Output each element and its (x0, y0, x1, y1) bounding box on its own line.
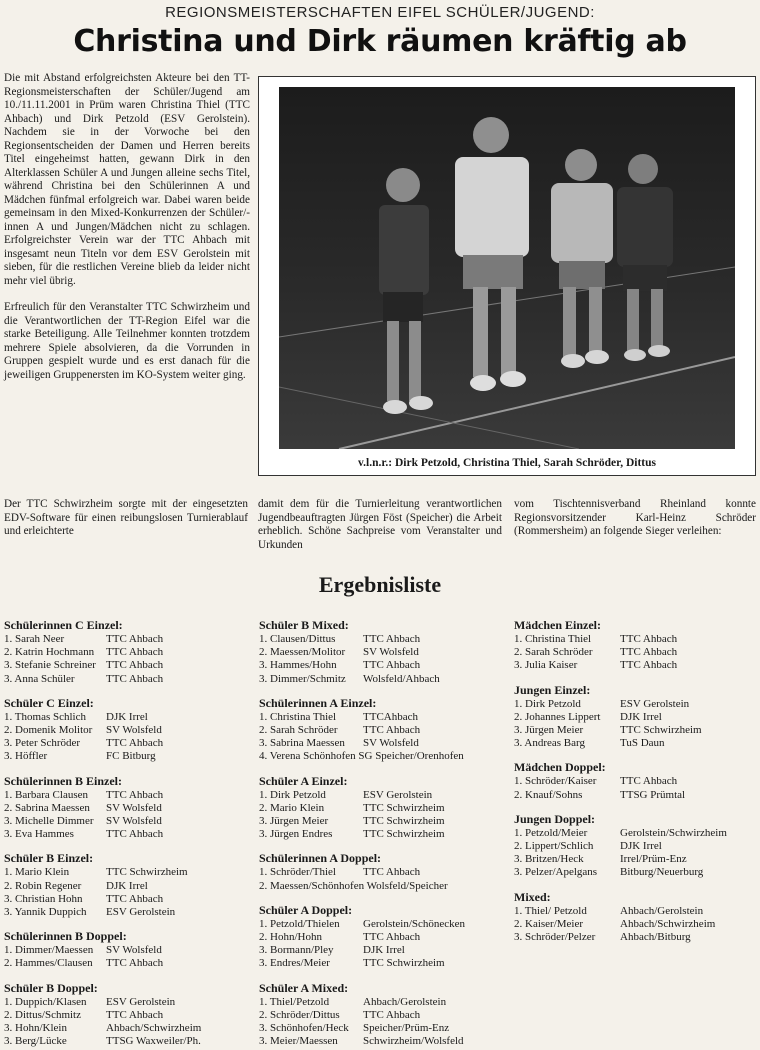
result-player: 1. Schröder/Kaiser (514, 775, 597, 788)
result-row (4, 996, 254, 1009)
result-club: ESV Gerolstein (106, 995, 176, 1008)
result-player: 3. Christian Hohn (4, 892, 83, 905)
result-player: 3. Hammes/Hohn (259, 659, 337, 672)
result-category (514, 618, 758, 673)
result-player: 3. Anna Schüler (4, 672, 75, 685)
result-row (259, 789, 509, 802)
result-club: SV Wolsfeld (363, 737, 419, 750)
result-club: TTC Schwirzheim (620, 724, 702, 737)
result-player: 2. Sarah Schröder (259, 724, 338, 737)
result-player: 1. Thomas Schlich (4, 710, 86, 723)
result-row (4, 1035, 254, 1048)
intro-column (4, 72, 250, 395)
result-club: TTSG Waxweiler/Ph. (106, 1035, 201, 1048)
result-row (259, 957, 509, 970)
result-row (4, 828, 254, 841)
result-row (259, 866, 509, 879)
result-row (4, 893, 254, 906)
result-club: Ahbach/Schwirzheim (620, 917, 716, 930)
result-category (4, 774, 254, 842)
result-row (259, 828, 509, 841)
result-player: 3. Jürgen Endres (259, 828, 333, 841)
result-club: TTC Ahbach (620, 646, 678, 659)
result-row (4, 815, 254, 828)
result-row (259, 633, 509, 646)
result-category-title: Mädchen Doppel: (514, 760, 606, 775)
result-category-title: Schüler B Doppel: (4, 980, 98, 995)
result-row (514, 918, 758, 931)
headline: Christina und Dirk räumen kräftig ab (73, 24, 687, 59)
result-player: 3. Endres/Meier (259, 957, 330, 970)
result-player: 3. Michelle Dimmer (4, 815, 94, 828)
result-row (514, 840, 758, 853)
result-player: 3. Andreas Barg (514, 737, 585, 750)
result-player: 2. Knauf/Sohns (514, 788, 583, 801)
result-row (4, 711, 254, 724)
result-club: TTC Schwirzheim (363, 801, 445, 814)
result-player: 3. Peter Schröder (4, 737, 81, 750)
result-club: TTC Ahbach (106, 737, 164, 750)
result-category (514, 760, 758, 801)
result-club: SV Wolsfeld (106, 944, 162, 957)
result-club: TTC Ahbach (106, 828, 164, 841)
result-category (4, 618, 254, 686)
result-player: 2. Schröder/Dittus (259, 1008, 340, 1021)
result-club: TTC Ahbach (106, 892, 164, 905)
result-club: TTC Ahbach (106, 1008, 164, 1021)
result-club: ESV Gerolstein (106, 906, 176, 919)
result-player: 2. Dittus/Schmitz (4, 1008, 81, 1021)
result-row (514, 737, 758, 750)
result-category-title: Schülerinnen B Doppel: (4, 929, 127, 944)
result-club: DJK Irrel (363, 944, 405, 957)
result-club: Schwirzheim/Wolsfeld (363, 1035, 464, 1048)
result-row (514, 789, 758, 802)
results-title: Ergebnisliste (318, 572, 442, 597)
result-club: TTC Ahbach (363, 659, 421, 672)
result-row (259, 1035, 509, 1048)
result-club: TTCAhbach (363, 710, 418, 723)
result-player: 3. Jürgen Meier (514, 724, 584, 737)
result-player: 1. Sarah Neer (4, 633, 65, 645)
result-player: 3. Dimmer/Schmitz (259, 672, 346, 685)
result-player: 1. Dimmer/Maessen (4, 944, 94, 957)
result-player: 2. Kaiser/Meier (514, 917, 584, 930)
result-club: FC Bitburg (106, 750, 156, 763)
result-category-title: Schüler C Einzel: (4, 695, 94, 710)
result-player: 2. Maessen/Molitor (259, 646, 346, 659)
result-player: 1. Christina Thiel (514, 633, 592, 645)
result-player: 2. Hohn/Hohn (259, 931, 322, 944)
result-category (514, 812, 758, 880)
result-row (259, 724, 509, 737)
result-row (4, 944, 254, 957)
result-player: 1. Thiel/Petzold (259, 995, 330, 1008)
results-column-3 (514, 618, 758, 954)
result-row (4, 957, 254, 970)
result-category (259, 851, 509, 892)
intro-paragraph-2: Erfreulich für den Veranstalter TTC Schwirzheim und die Verantwortlichen der TT-Region Eifel war die starke Beteiligung. Alle Teilnehmer konnten trotzdem mehrere Spiele absolvieren, da die Vorrunden in Gruppen gespielt wurde und es erst danach für die jeweiligen Gruppenersten im KO-System weiter ging. (4, 301, 250, 381)
result-category (4, 929, 254, 970)
result-club: TTC Ahbach (106, 957, 164, 970)
result-club: TTC Ahbach (620, 775, 678, 788)
result-row (259, 1022, 509, 1035)
result-row (4, 646, 254, 659)
result-row (514, 698, 758, 711)
result-row (514, 646, 758, 659)
result-club: SV Wolsfeld (363, 646, 419, 659)
result-category-title: Mixed: (514, 889, 551, 904)
photo-frame (258, 76, 756, 476)
result-club: SV Wolsfeld (106, 815, 162, 828)
result-club: TTC Ahbach (106, 659, 164, 672)
result-player: 1. Clausen/Dittus (259, 633, 336, 645)
result-club: Bitburg/Neuerburg (620, 866, 704, 879)
result-player: 3. Pelzer/Apelgans (514, 866, 598, 879)
photo-caption: v.l.n.r.: Dirk Petzold, Christina Thiel, Sarah Schröder, Dittus (358, 457, 656, 469)
result-player: 3. Eva Hammes (4, 828, 74, 841)
result-category (4, 981, 254, 1049)
result-club: TTC Ahbach (106, 788, 164, 801)
result-row (259, 673, 509, 686)
result-category-title: Schüler A Doppel: (259, 902, 353, 917)
result-club: TuS Daun (620, 737, 665, 750)
result-row (4, 673, 254, 686)
result-row (514, 931, 758, 944)
result-row (514, 775, 758, 788)
result-player: 3. Hohn/Klein (4, 1022, 67, 1035)
result-category-title: Schüler A Mixed: (259, 980, 349, 995)
result-club: Ahbach/Bitburg (620, 931, 691, 944)
lower-text-col-2: damit dem für die Turnierleitung verantwortlichen Jugendbeauftragten Jürgen Föst (Speicher) die Arbeit erheblich. Schöne Sachpreise vom Veranstalter und Urkunden (258, 498, 502, 551)
team-photo (279, 87, 735, 449)
result-category (259, 774, 509, 842)
result-category-title: Schüler A Einzel: (259, 773, 348, 788)
result-club: TTC Ahbach (620, 633, 678, 645)
result-player: 2. Sabrina Maessen (4, 801, 90, 814)
result-club: ESV Gerolstein (363, 788, 433, 801)
result-row (514, 866, 758, 879)
result-player: 1. Christina Thiel (259, 710, 337, 723)
result-row (514, 827, 758, 840)
result-row (259, 659, 509, 672)
result-club: TTC Ahbach (106, 633, 164, 645)
results-column-1 (4, 618, 254, 1050)
result-player: 2. Maessen/Schönhofen Wolsfeld/Speicher (259, 879, 448, 892)
result-player: 1. Schröder/Thiel (259, 866, 336, 879)
result-player: 1. Dirk Petzold (259, 788, 326, 801)
result-row (514, 659, 758, 672)
result-row (4, 880, 254, 893)
result-category-title: Schülerinnen B Einzel: (4, 773, 123, 788)
result-player: 1. Duppich/Klasen (4, 995, 87, 1008)
result-category-title: Schüler B Einzel: (4, 851, 94, 866)
result-player: 3. Bormann/Pley (259, 944, 334, 957)
result-row (259, 944, 509, 957)
result-category-title: Schülerinnen A Doppel: (259, 851, 382, 866)
result-player: 3. Schönhofen/Heck (259, 1022, 349, 1035)
result-row (259, 931, 509, 944)
result-row (259, 737, 509, 750)
result-row (259, 1009, 509, 1022)
result-player: 2. Mario Klein (259, 801, 325, 814)
result-club: SV Wolsfeld (106, 801, 162, 814)
result-club: Ahbach/Schwirzheim (106, 1022, 202, 1035)
result-player: 3. Julia Kaiser (514, 659, 578, 672)
result-player: 2. Lippert/Schlich (514, 840, 594, 853)
result-row (514, 853, 758, 866)
result-category-title: Jungen Doppel: (514, 811, 596, 826)
results-column-2 (259, 618, 509, 1050)
result-category-title: Jungen Einzel: (514, 682, 591, 697)
intro-paragraph-1: Die mit Abstand erfolgreichsten Akteure bei den TT-Regionsmeisterschaften der Schüler/Jugend am 10./11.11.2001 in Prüm waren Christina Thiel (TTC Ahbach) und Dirk Petzold (ESV Gerolstein). Nachdem sie in der Vorwoche bei den Regionsentscheiden der Damen und Herren bereits Titel eingeheimst hatten, gewann Dirk in den Alterklassen Schüler A und Jungen alleine sechs Titel, während Christina bei den Schülerinnen A und Mädchen fünfmal erfolgreich war. Dabei waren beide gemeinsam in den Mixed-Konkurrenzen der Schüler/-innen A und Jungen/Mädchen nicht zu schlagen. Erfolgreichster Verein war der TTC Ahbach mit insgesamt neun Titeln vor dem ESV Gerolstein mit sieben, für die restlichen Vereine blieb da leider nicht mehr viel übrig. (4, 72, 250, 287)
result-row (4, 724, 254, 737)
result-row (259, 996, 509, 1009)
result-category (259, 696, 509, 764)
result-row (259, 918, 509, 931)
result-player: 1. Petzold/Meier (514, 826, 588, 839)
team-photo-image (279, 87, 735, 449)
result-player: 2. Katrin Hochmann (4, 646, 95, 659)
result-player: 2. Hammes/Clausen (4, 957, 93, 970)
result-category-title: Mädchen Einzel: (514, 618, 601, 632)
result-club: ESV Gerolstein (620, 697, 690, 710)
result-category (259, 618, 509, 686)
result-club: TTC Ahbach (620, 659, 678, 672)
result-player: 3. Sabrina Maessen (259, 737, 345, 750)
result-club: Gerolstein/Schönecken (363, 917, 466, 930)
result-row (4, 802, 254, 815)
result-club: DJK Irrel (106, 710, 148, 723)
result-player: 2. Sarah Schröder (514, 646, 593, 659)
result-category (4, 851, 254, 919)
result-player: 3. Yannik Duppich (4, 906, 87, 919)
result-club: TTC Schwirzheim (363, 828, 445, 841)
result-player: 2. Robin Regener (4, 879, 82, 892)
result-player: 1. Barbara Clausen (4, 788, 88, 801)
result-row (514, 724, 758, 737)
result-player: 2. Johannes Lippert (514, 710, 601, 723)
result-player: 1. Dirk Petzold (514, 697, 581, 710)
result-player: 2. Domenik Molitor (4, 724, 93, 737)
result-category-title: Schülerinnen A Einzel: (259, 695, 377, 710)
result-row (259, 815, 509, 828)
result-category (514, 890, 758, 945)
result-player: 3. Höffler (4, 750, 48, 763)
result-row (514, 633, 758, 646)
result-player: 3. Stefanie Schreiner (4, 659, 96, 672)
result-row (4, 866, 254, 879)
result-player: 1. Petzold/Thielen (259, 917, 340, 930)
result-row (4, 1022, 254, 1035)
result-club: TTC Ahbach (363, 633, 421, 645)
result-player: 3. Jürgen Meier (259, 815, 329, 828)
result-club: DJK Irrel (620, 840, 662, 853)
result-player: 3. Meier/Maessen (259, 1035, 338, 1048)
result-row (4, 659, 254, 672)
result-club: TTC Schwirzheim (363, 957, 445, 970)
result-category (259, 981, 509, 1049)
result-category (514, 683, 758, 751)
result-category (4, 696, 254, 764)
result-club: Irrel/Prüm-Enz (620, 853, 687, 866)
result-row (4, 737, 254, 750)
result-club: TTC Schwirzheim (106, 866, 188, 879)
result-club: DJK Irrel (106, 879, 148, 892)
result-club: Ahbach/Gerolstein (363, 995, 447, 1008)
result-row (259, 880, 509, 893)
result-category-title: Schülerinnen C Einzel: (4, 618, 123, 632)
result-row (4, 750, 254, 763)
result-club: SV Wolsfeld (106, 724, 162, 737)
result-player: 3. Berg/Lücke (4, 1035, 67, 1048)
lower-text-col-1: Der TTC Schwirzheim sorgte mit der eingesetzten EDV-Software für einen reibungslosen Turnierablauf und erleichterte (4, 498, 248, 537)
result-row (259, 646, 509, 659)
result-club: Speicher/Prüm-Enz (363, 1022, 450, 1035)
result-club: Wolsfeld/Ahbach (363, 672, 440, 685)
result-club: TTC Ahbach (363, 1008, 421, 1021)
result-player: 3. Britzen/Heck (514, 853, 584, 866)
result-category-title: Schüler B Mixed: (259, 618, 349, 632)
result-row (259, 750, 509, 763)
result-player: 1. Thiel/ Petzold (514, 904, 587, 917)
result-row (259, 802, 509, 815)
result-row (514, 905, 758, 918)
result-club: TTC Ahbach (106, 672, 164, 685)
kicker: REGIONSMEISTERSCHAFTEN EIFEL SCHÜLER/JUGEND: (165, 4, 595, 21)
result-club: TTC Ahbach (363, 931, 421, 944)
result-row (4, 633, 254, 646)
result-club: TTC Ahbach (106, 646, 164, 659)
result-club: DJK Irrel (620, 710, 662, 723)
result-club: TTC Ahbach (363, 724, 421, 737)
result-club: TTSG Prümtal (620, 788, 686, 801)
result-category (259, 903, 509, 971)
result-row (259, 711, 509, 724)
result-club: Ahbach/Gerolstein (620, 904, 704, 917)
result-row (514, 711, 758, 724)
lower-text-col-3: vom Tischtennisverband Rheinland konnte Regionsvorsitzender Karl-Heinz Schröder (Rommersheim) an folgende Sieger verleihen: (514, 498, 756, 537)
result-row (4, 906, 254, 919)
result-row (4, 1009, 254, 1022)
result-club: Gerolstein/Schwirzheim (620, 826, 727, 839)
result-player: 4. Verena Schönhofen SG Speicher/Orenhofen (259, 750, 464, 763)
result-player: 1. Mario Klein (4, 866, 70, 879)
result-player: 3. Schröder/Pelzer (514, 931, 596, 944)
result-row (4, 789, 254, 802)
result-club: TTC Ahbach (363, 866, 421, 879)
result-club: TTC Schwirzheim (363, 815, 445, 828)
